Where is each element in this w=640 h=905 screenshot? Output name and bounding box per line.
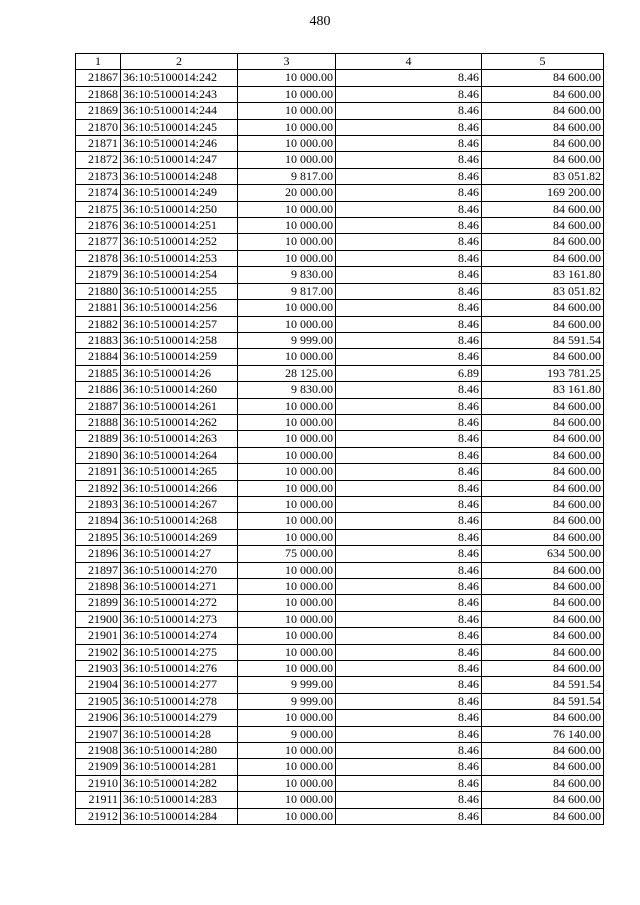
area-cell: 28 125.00 <box>238 365 336 381</box>
area-cell: 10 000.00 <box>238 447 336 463</box>
table-row <box>76 234 604 250</box>
value-cell: 84 600.00 <box>482 431 604 447</box>
rate-cell: 8.46 <box>336 136 482 152</box>
area-cell: 10 000.00 <box>238 218 336 234</box>
table-row <box>76 136 604 152</box>
cadastral-number-cell: 36:10:5100014:28 <box>121 726 238 742</box>
table-row <box>76 693 604 709</box>
row-number-cell: 21889 <box>76 431 121 447</box>
row-number-cell: 21899 <box>76 595 121 611</box>
value-cell: 84 600.00 <box>482 644 604 660</box>
value-cell: 84 600.00 <box>482 119 604 135</box>
column-header-3: 3 <box>238 54 336 70</box>
value-cell: 76 140.00 <box>482 726 604 742</box>
row-number-cell: 21873 <box>76 168 121 184</box>
value-cell: 84 600.00 <box>482 808 604 824</box>
area-cell: 10 000.00 <box>238 480 336 496</box>
table-row <box>76 119 604 135</box>
area-cell: 9 817.00 <box>238 283 336 299</box>
cadastral-number-cell: 36:10:5100014:278 <box>121 693 238 709</box>
cadastral-number-cell: 36:10:5100014:273 <box>121 611 238 627</box>
value-cell: 84 600.00 <box>482 70 604 86</box>
cadastral-number-cell: 36:10:5100014:270 <box>121 562 238 578</box>
table-row <box>76 808 604 824</box>
table-row <box>76 447 604 463</box>
rate-cell: 8.46 <box>336 86 482 102</box>
row-number-cell: 21904 <box>76 677 121 693</box>
rate-cell: 8.46 <box>336 447 482 463</box>
rate-cell: 8.46 <box>336 579 482 595</box>
value-cell: 84 600.00 <box>482 759 604 775</box>
area-cell: 10 000.00 <box>238 431 336 447</box>
value-cell: 84 600.00 <box>482 579 604 595</box>
row-number-cell: 21907 <box>76 726 121 742</box>
value-cell: 634 500.00 <box>482 546 604 562</box>
value-cell: 84 600.00 <box>482 464 604 480</box>
rate-cell: 8.46 <box>336 70 482 86</box>
cadastral-number-cell: 36:10:5100014:252 <box>121 234 238 250</box>
rate-cell: 8.46 <box>336 218 482 234</box>
cadastral-number-cell: 36:10:5100014:260 <box>121 382 238 398</box>
value-cell: 84 600.00 <box>482 218 604 234</box>
cadastral-number-cell: 36:10:5100014:274 <box>121 628 238 644</box>
value-cell: 84 600.00 <box>482 628 604 644</box>
cadastral-number-cell: 36:10:5100014:242 <box>121 70 238 86</box>
row-number-cell: 21893 <box>76 496 121 512</box>
rate-cell: 8.46 <box>336 743 482 759</box>
table-row <box>76 267 604 283</box>
cadastral-number-cell: 36:10:5100014:266 <box>121 480 238 496</box>
rate-cell: 8.46 <box>336 152 482 168</box>
area-cell: 10 000.00 <box>238 70 336 86</box>
value-cell: 84 600.00 <box>482 496 604 512</box>
value-cell: 84 600.00 <box>482 152 604 168</box>
rate-cell: 8.46 <box>336 414 482 430</box>
row-number-cell: 21876 <box>76 218 121 234</box>
cadastral-number-cell: 36:10:5100014:246 <box>121 136 238 152</box>
data-table <box>75 53 604 825</box>
cadastral-number-cell: 36:10:5100014:249 <box>121 185 238 201</box>
table-row <box>76 496 604 512</box>
table-row <box>76 300 604 316</box>
cadastral-number-cell: 36:10:5100014:261 <box>121 398 238 414</box>
row-number-cell: 21906 <box>76 710 121 726</box>
area-cell: 10 000.00 <box>238 119 336 135</box>
rate-cell: 8.46 <box>336 496 482 512</box>
table-row <box>76 579 604 595</box>
value-cell: 84 600.00 <box>482 743 604 759</box>
value-cell: 84 600.00 <box>482 201 604 217</box>
row-number-cell: 21891 <box>76 464 121 480</box>
table-row <box>76 546 604 562</box>
cadastral-number-cell: 36:10:5100014:26 <box>121 365 238 381</box>
rate-cell: 8.46 <box>336 628 482 644</box>
value-cell: 84 591.54 <box>482 332 604 348</box>
table-row <box>76 332 604 348</box>
rate-cell: 8.46 <box>336 103 482 119</box>
rate-cell: 8.46 <box>336 775 482 791</box>
area-cell: 20 000.00 <box>238 185 336 201</box>
area-cell: 9 999.00 <box>238 332 336 348</box>
rate-cell: 8.46 <box>336 480 482 496</box>
row-number-cell: 21879 <box>76 267 121 283</box>
rate-cell: 8.46 <box>336 562 482 578</box>
value-cell: 84 600.00 <box>482 480 604 496</box>
area-cell: 10 000.00 <box>238 611 336 627</box>
row-number-cell: 21888 <box>76 414 121 430</box>
cadastral-number-cell: 36:10:5100014:247 <box>121 152 238 168</box>
rate-cell: 8.46 <box>336 546 482 562</box>
cadastral-number-cell: 36:10:5100014:265 <box>121 464 238 480</box>
table-row <box>76 529 604 545</box>
cadastral-number-cell: 36:10:5100014:263 <box>121 431 238 447</box>
table-row <box>76 316 604 332</box>
value-cell: 83 051.82 <box>482 283 604 299</box>
row-number-cell: 21884 <box>76 349 121 365</box>
value-cell: 84 600.00 <box>482 349 604 365</box>
cadastral-number-cell: 36:10:5100014:256 <box>121 300 238 316</box>
table-row <box>76 185 604 201</box>
table-row <box>76 611 604 627</box>
row-number-cell: 21872 <box>76 152 121 168</box>
rate-cell: 8.46 <box>336 398 482 414</box>
rate-cell: 8.46 <box>336 726 482 742</box>
value-cell: 84 600.00 <box>482 611 604 627</box>
table-row <box>76 168 604 184</box>
table-row <box>76 152 604 168</box>
value-cell: 84 600.00 <box>482 529 604 545</box>
value-cell: 84 600.00 <box>482 316 604 332</box>
cadastral-number-cell: 36:10:5100014:282 <box>121 775 238 791</box>
rate-cell: 8.46 <box>336 185 482 201</box>
table-row <box>76 513 604 529</box>
row-number-cell: 21867 <box>76 70 121 86</box>
area-cell: 9 999.00 <box>238 693 336 709</box>
table-row <box>76 661 604 677</box>
value-cell: 84 600.00 <box>482 414 604 430</box>
cadastral-number-cell: 36:10:5100014:279 <box>121 710 238 726</box>
table-row <box>76 398 604 414</box>
table-row <box>76 759 604 775</box>
area-cell: 10 000.00 <box>238 661 336 677</box>
row-number-cell: 21898 <box>76 579 121 595</box>
table-row <box>76 743 604 759</box>
rate-cell: 8.46 <box>336 382 482 398</box>
value-cell: 83 161.80 <box>482 267 604 283</box>
area-cell: 10 000.00 <box>238 234 336 250</box>
cadastral-number-cell: 36:10:5100014:262 <box>121 414 238 430</box>
value-cell: 83 051.82 <box>482 168 604 184</box>
rate-cell: 8.46 <box>336 529 482 545</box>
rate-cell: 8.46 <box>336 300 482 316</box>
area-cell: 9 000.00 <box>238 726 336 742</box>
cadastral-number-cell: 36:10:5100014:243 <box>121 86 238 102</box>
value-cell: 84 591.54 <box>482 693 604 709</box>
area-cell: 10 000.00 <box>238 710 336 726</box>
area-cell: 9 999.00 <box>238 677 336 693</box>
rate-cell: 8.46 <box>336 349 482 365</box>
row-number-cell: 21909 <box>76 759 121 775</box>
value-cell: 84 600.00 <box>482 661 604 677</box>
cadastral-number-cell: 36:10:5100014:259 <box>121 349 238 365</box>
column-header-1: 1 <box>76 54 121 70</box>
area-cell: 10 000.00 <box>238 398 336 414</box>
column-header-2: 2 <box>121 54 238 70</box>
area-cell: 10 000.00 <box>238 743 336 759</box>
value-cell: 84 600.00 <box>482 398 604 414</box>
cadastral-number-cell: 36:10:5100014:277 <box>121 677 238 693</box>
area-cell: 9 817.00 <box>238 168 336 184</box>
row-number-cell: 21882 <box>76 316 121 332</box>
area-cell: 10 000.00 <box>238 759 336 775</box>
rate-cell: 8.46 <box>336 644 482 660</box>
row-number-cell: 21881 <box>76 300 121 316</box>
cadastral-number-cell: 36:10:5100014:268 <box>121 513 238 529</box>
rate-cell: 8.46 <box>336 693 482 709</box>
rate-cell: 8.46 <box>336 464 482 480</box>
cadastral-number-cell: 36:10:5100014:276 <box>121 661 238 677</box>
table-row <box>76 103 604 119</box>
area-cell: 10 000.00 <box>238 595 336 611</box>
row-number-cell: 21911 <box>76 792 121 808</box>
value-cell: 84 600.00 <box>482 447 604 463</box>
column-header-5: 5 <box>482 54 604 70</box>
value-cell: 84 600.00 <box>482 513 604 529</box>
rate-cell: 8.46 <box>336 267 482 283</box>
rate-cell: 8.46 <box>336 808 482 824</box>
table-row <box>76 414 604 430</box>
area-cell: 75 000.00 <box>238 546 336 562</box>
area-cell: 10 000.00 <box>238 152 336 168</box>
area-cell: 10 000.00 <box>238 628 336 644</box>
column-header-4: 4 <box>336 54 482 70</box>
area-cell: 9 830.00 <box>238 382 336 398</box>
area-cell: 10 000.00 <box>238 464 336 480</box>
area-cell: 10 000.00 <box>238 103 336 119</box>
cadastral-number-cell: 36:10:5100014:248 <box>121 168 238 184</box>
cadastral-number-cell: 36:10:5100014:264 <box>121 447 238 463</box>
value-cell: 84 600.00 <box>482 300 604 316</box>
area-cell: 10 000.00 <box>238 316 336 332</box>
table-row <box>76 595 604 611</box>
value-cell: 84 600.00 <box>482 595 604 611</box>
rate-cell: 8.46 <box>336 201 482 217</box>
table-row <box>76 218 604 234</box>
rate-cell: 8.46 <box>336 759 482 775</box>
area-cell: 10 000.00 <box>238 579 336 595</box>
row-number-cell: 21902 <box>76 644 121 660</box>
row-number-cell: 21869 <box>76 103 121 119</box>
table-row <box>76 349 604 365</box>
value-cell: 169 200.00 <box>482 185 604 201</box>
row-number-cell: 21883 <box>76 332 121 348</box>
value-cell: 193 781.25 <box>482 365 604 381</box>
rate-cell: 8.46 <box>336 332 482 348</box>
row-number-cell: 21868 <box>76 86 121 102</box>
cadastral-number-cell: 36:10:5100014:267 <box>121 496 238 512</box>
row-number-cell: 21880 <box>76 283 121 299</box>
value-cell: 84 600.00 <box>482 234 604 250</box>
table-header-row <box>76 54 604 70</box>
value-cell: 84 600.00 <box>482 103 604 119</box>
area-cell: 10 000.00 <box>238 775 336 791</box>
cadastral-number-cell: 36:10:5100014:27 <box>121 546 238 562</box>
row-number-cell: 21878 <box>76 250 121 266</box>
area-cell: 10 000.00 <box>238 644 336 660</box>
area-cell: 10 000.00 <box>238 349 336 365</box>
area-cell: 10 000.00 <box>238 792 336 808</box>
cadastral-number-cell: 36:10:5100014:281 <box>121 759 238 775</box>
cadastral-number-cell: 36:10:5100014:280 <box>121 743 238 759</box>
area-cell: 10 000.00 <box>238 562 336 578</box>
cadastral-number-cell: 36:10:5100014:251 <box>121 218 238 234</box>
area-cell: 10 000.00 <box>238 250 336 266</box>
row-number-cell: 21896 <box>76 546 121 562</box>
row-number-cell: 21874 <box>76 185 121 201</box>
rate-cell: 8.46 <box>336 661 482 677</box>
cadastral-number-cell: 36:10:5100014:245 <box>121 119 238 135</box>
table-row <box>76 201 604 217</box>
area-cell: 10 000.00 <box>238 529 336 545</box>
table-row <box>76 628 604 644</box>
cadastral-number-cell: 36:10:5100014:283 <box>121 792 238 808</box>
row-number-cell: 21908 <box>76 743 121 759</box>
cadastral-number-cell: 36:10:5100014:258 <box>121 332 238 348</box>
cadastral-number-cell: 36:10:5100014:255 <box>121 283 238 299</box>
table-row <box>76 480 604 496</box>
area-cell: 10 000.00 <box>238 300 336 316</box>
row-number-cell: 21875 <box>76 201 121 217</box>
value-cell: 84 600.00 <box>482 562 604 578</box>
cadastral-number-cell: 36:10:5100014:272 <box>121 595 238 611</box>
cadastral-number-cell: 36:10:5100014:244 <box>121 103 238 119</box>
rate-cell: 8.46 <box>336 677 482 693</box>
area-cell: 10 000.00 <box>238 513 336 529</box>
table-row <box>76 365 604 381</box>
area-cell: 10 000.00 <box>238 414 336 430</box>
rate-cell: 8.46 <box>336 792 482 808</box>
table-row <box>76 677 604 693</box>
table-row <box>76 464 604 480</box>
row-number-cell: 21900 <box>76 611 121 627</box>
cadastral-number-cell: 36:10:5100014:254 <box>121 267 238 283</box>
cadastral-number-cell: 36:10:5100014:271 <box>121 579 238 595</box>
value-cell: 84 591.54 <box>482 677 604 693</box>
row-number-cell: 21912 <box>76 808 121 824</box>
area-cell: 9 830.00 <box>238 267 336 283</box>
row-number-cell: 21897 <box>76 562 121 578</box>
row-number-cell: 21885 <box>76 365 121 381</box>
rate-cell: 8.46 <box>336 316 482 332</box>
row-number-cell: 21910 <box>76 775 121 791</box>
rate-cell: 8.46 <box>336 168 482 184</box>
rate-cell: 8.46 <box>336 611 482 627</box>
cadastral-number-cell: 36:10:5100014:284 <box>121 808 238 824</box>
table-row <box>76 726 604 742</box>
value-cell: 84 600.00 <box>482 136 604 152</box>
value-cell: 83 161.80 <box>482 382 604 398</box>
rate-cell: 8.46 <box>336 119 482 135</box>
row-number-cell: 21870 <box>76 119 121 135</box>
rate-cell: 6.89 <box>336 365 482 381</box>
table-row <box>76 775 604 791</box>
rate-cell: 8.46 <box>336 234 482 250</box>
cadastral-number-cell: 36:10:5100014:253 <box>121 250 238 266</box>
cadastral-number-cell: 36:10:5100014:275 <box>121 644 238 660</box>
cadastral-number-cell: 36:10:5100014:269 <box>121 529 238 545</box>
area-cell: 10 000.00 <box>238 808 336 824</box>
table-row <box>76 431 604 447</box>
area-cell: 10 000.00 <box>238 86 336 102</box>
row-number-cell: 21901 <box>76 628 121 644</box>
row-number-cell: 21903 <box>76 661 121 677</box>
cadastral-number-cell: 36:10:5100014:257 <box>121 316 238 332</box>
row-number-cell: 21895 <box>76 529 121 545</box>
table-row <box>76 710 604 726</box>
row-number-cell: 21887 <box>76 398 121 414</box>
table-row <box>76 382 604 398</box>
table-row <box>76 283 604 299</box>
value-cell: 84 600.00 <box>482 250 604 266</box>
area-cell: 10 000.00 <box>238 136 336 152</box>
row-number-cell: 21894 <box>76 513 121 529</box>
area-cell: 10 000.00 <box>238 496 336 512</box>
rate-cell: 8.46 <box>336 595 482 611</box>
rate-cell: 8.46 <box>336 513 482 529</box>
table-row <box>76 70 604 86</box>
value-cell: 84 600.00 <box>482 792 604 808</box>
row-number-cell: 21886 <box>76 382 121 398</box>
value-cell: 84 600.00 <box>482 775 604 791</box>
row-number-cell: 21871 <box>76 136 121 152</box>
value-cell: 84 600.00 <box>482 710 604 726</box>
row-number-cell: 21905 <box>76 693 121 709</box>
table-row <box>76 644 604 660</box>
cadastral-number-cell: 36:10:5100014:250 <box>121 201 238 217</box>
row-number-cell: 21877 <box>76 234 121 250</box>
rate-cell: 8.46 <box>336 431 482 447</box>
rate-cell: 8.46 <box>336 710 482 726</box>
table-row <box>76 86 604 102</box>
rate-cell: 8.46 <box>336 283 482 299</box>
table-row <box>76 792 604 808</box>
rate-cell: 8.46 <box>336 250 482 266</box>
value-cell: 84 600.00 <box>482 86 604 102</box>
table-row <box>76 250 604 266</box>
area-cell: 10 000.00 <box>238 201 336 217</box>
row-number-cell: 21890 <box>76 447 121 463</box>
page-number: 480 <box>309 14 331 29</box>
table-row <box>76 562 604 578</box>
row-number-cell: 21892 <box>76 480 121 496</box>
